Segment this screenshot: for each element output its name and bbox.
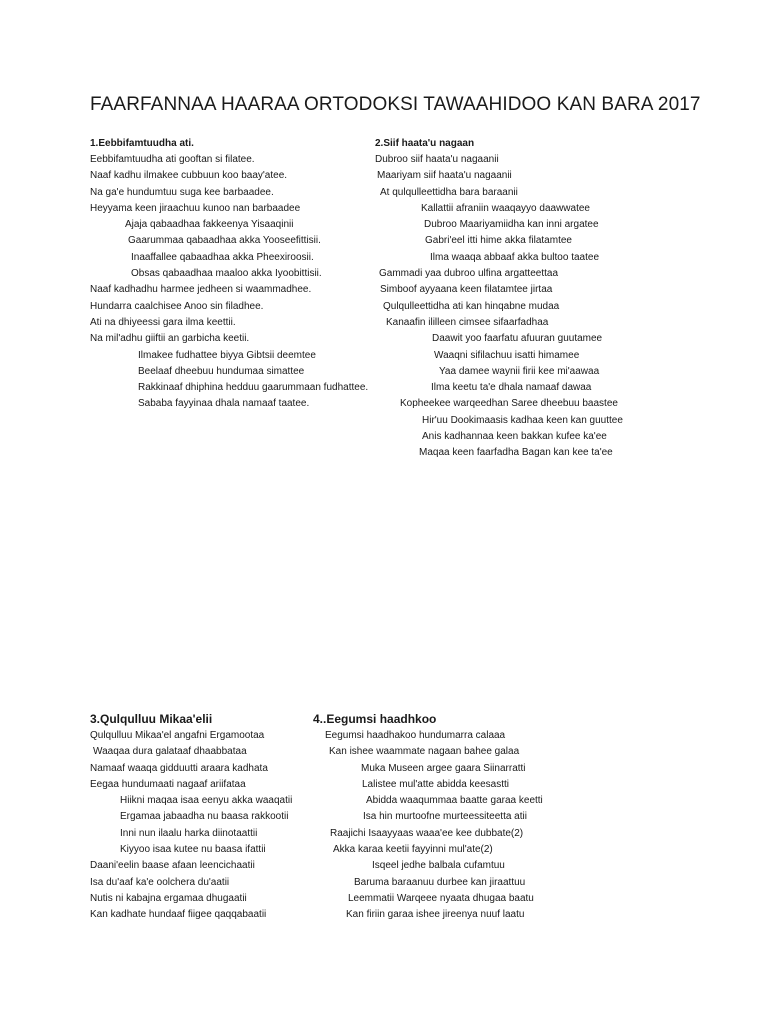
- text-line: Eegumsi haadhakoo hundumarra calaaa: [325, 730, 506, 741]
- text-line: Leemmatii Warqeee nyaata dhugaa baatu: [348, 892, 534, 904]
- text-line: Simboof ayyaana keen filatamtee jirtaa: [380, 284, 553, 296]
- text-line: At qulqulleettidha bara baraanii: [380, 186, 518, 198]
- text-line: Waaqni sifilachuu isatti himamee: [434, 349, 580, 361]
- text-line: Kanaafin ililleen cimsee sifaarfadhaa: [386, 316, 549, 328]
- text-line: Kiyyoo isaa kutee nu baasa ifattii: [120, 844, 266, 856]
- section-4: [313, 711, 543, 924]
- text-line: Dubroo Maariyamiidha kan inni argatee: [424, 219, 599, 231]
- text-line: Akka karaa keetii fayyinni mul'ate(2): [333, 844, 493, 856]
- text-line: Obsas qabaadhaa maaloo akka Iyoobittisii.: [131, 268, 322, 280]
- text-line: Inni nun ilaalu harka diinotaattii: [120, 827, 258, 839]
- section-heading: 3.Qulqulluu Mikaa'elii: [90, 712, 213, 726]
- text-line: Na ga'e hundumtuu suga kee barbaadee.: [90, 186, 274, 198]
- text-line: Lalistee mul'atte abidda keesastti: [362, 778, 509, 790]
- text-line: Qulqulluu Mikaa'el angafni Ergamootaa: [90, 730, 265, 741]
- text-line: Rakkinaaf dhiphina hedduu gaarummaan fudhattee.: [138, 382, 369, 394]
- text-line: Inaaffallee qabaadhaa akka Pheexiroosii.: [131, 251, 314, 263]
- document-title: FAARFANNAA HAARAA ORTODOKSI TAWAAHIDOO KAN BARA 2017: [90, 94, 701, 115]
- text-line: Anis kadhannaa keen bakkan kufee ka'ee: [422, 431, 607, 443]
- text-line: Ergamaa jabaadha nu baasa rakkootii: [120, 811, 289, 823]
- text-line: Ajaja qabaadhaa fakkeenya Yisaaqinii: [125, 219, 294, 231]
- text-line: Sababa fayyinaa dhala namaaf taatee.: [138, 398, 310, 410]
- text-line: Beelaaf dheebuu hundumaa simattee: [138, 365, 305, 377]
- text-line: Daani'eelin baase afaan leencichaatii: [90, 860, 255, 872]
- text-line: Kallattii afraniin waaqayyo daawwatee: [421, 202, 590, 214]
- text-line: Isa du'aaf ka'e oolchera du'aatii: [90, 876, 230, 888]
- text-line: Na mil'adhu giiftii an garbicha keetii.: [90, 333, 250, 345]
- text-line: Eegaa hundumaati nagaaf ariifataa: [90, 778, 246, 790]
- text-line: Kan firiin garaa ishee jireenya nuuf laatu: [346, 909, 525, 921]
- text-line: Waaqaa dura galataaf dhaabbataa: [93, 746, 247, 758]
- text-line: Daawit yoo faarfatu afuuran guutamee: [432, 333, 603, 345]
- text-line: Gammadi yaa dubroo ulfina argatteettaa: [379, 268, 558, 280]
- section-2: [372, 136, 623, 462]
- section-heading: 1.Eebbifamtuudha ati.: [90, 138, 194, 149]
- text-line: Dubroo siif haata'u nagaanii: [375, 154, 499, 165]
- text-line: Kan kadhate hundaaf fiigee qaqqabaatii: [90, 909, 267, 921]
- text-line: Hiikni maqaa isaa eenyu akka waaqatii: [120, 795, 293, 807]
- text-line: Hir'uu Dookimaasis kadhaa keen kan guuttee: [422, 414, 623, 426]
- section-heading: 4..Eegumsi haadhkoo: [313, 712, 437, 726]
- text-line: Raajichi Isaayyaas waaa'ee kee dubbate(2): [330, 827, 524, 839]
- text-line: Ilmakee fudhattee biyya Gibtsii deemtee: [138, 349, 316, 361]
- text-line: Muka Museen argee gaara Siinarratti: [361, 762, 526, 774]
- section-heading: 2.Siif haata'u nagaan: [375, 138, 475, 149]
- text-line: Isqeel jedhe balbala cufamtuu: [372, 860, 505, 872]
- text-line: Eebbifamtuudha ati gooftan si filatee.: [90, 154, 255, 165]
- text-line: Kan ishee waammate nagaan bahee galaa: [329, 746, 520, 758]
- text-line: Namaaf waaqa gidduutti araara kadhata: [90, 762, 268, 774]
- text-line: Kopheekee warqeedhan Saree dheebuu baastee: [400, 398, 618, 410]
- text-line: Ilma keetu ta'e dhala namaaf dawaa: [431, 382, 592, 394]
- section-3: [90, 711, 292, 924]
- text-line: Maqaa keen faarfadha Bagan kan kee ta'ee: [419, 447, 613, 459]
- text-line: Qulqulleettidha ati kan hinqabne mudaa: [383, 300, 560, 312]
- text-line: Heyyama keen jiraachuu kunoo nan barbaadee: [90, 202, 301, 214]
- text-line: Maariyam siif haata'u nagaanii: [377, 170, 512, 182]
- text-line: Nutis ni kabajna ergamaa dhugaatii: [90, 892, 247, 904]
- text-line: Yaa damee waynii firii kee mi'aawaa: [439, 365, 600, 377]
- text-line: Hundarra caalchisee Anoo sin filadhee.: [90, 300, 264, 312]
- text-line: Gabri'eel itti hime akka filatamtee: [425, 235, 572, 247]
- text-line: Gaarummaa qabaadhaa akka Yooseefittisii.: [128, 235, 321, 247]
- text-line: Baruma baraanuu durbee kan jiraattuu: [354, 876, 526, 888]
- text-line: Ilma waaqa abbaaf akka bultoo taatee: [430, 251, 600, 263]
- text-line: Naaf kadhadhu harmee jedheen si waammadhee.: [90, 284, 312, 296]
- text-line: Abidda waaqummaa baatte garaa keetti: [366, 795, 543, 807]
- section-1: [90, 136, 368, 413]
- text-line: Naaf kadhu ilmakee cubbuun koo baay'atee.: [90, 170, 288, 182]
- text-line: Ati na dhiyeessi gara ilma keettii.: [90, 316, 236, 328]
- text-line: Isa hin murtoofne murteessiteetta atii: [363, 811, 527, 823]
